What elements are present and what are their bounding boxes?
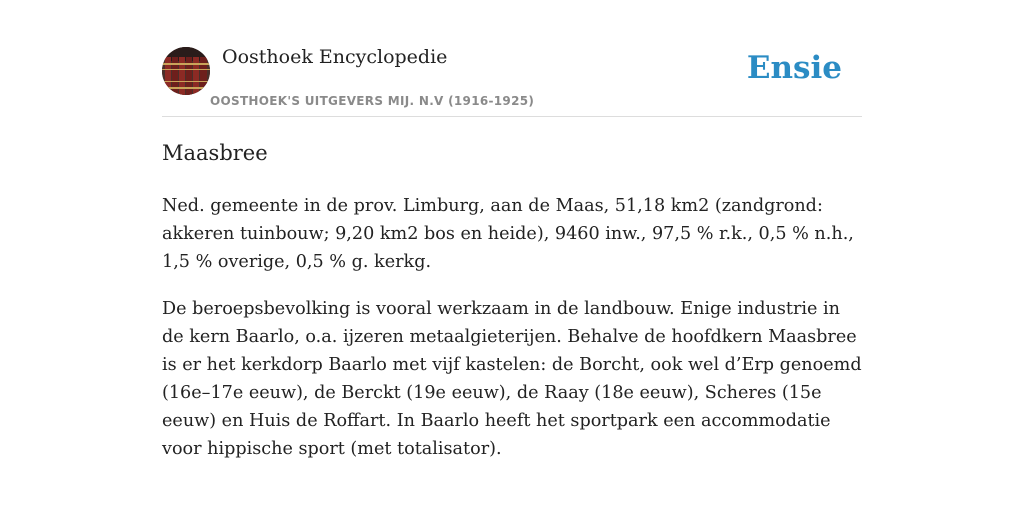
header [162,0,862,117]
brand-logo-link[interactable]: Ensie [746,50,842,86]
encyclopedia-name[interactable]: Oosthoek Encyclopedie [222,46,448,68]
publisher-label: OOSTHOEK'S UITGEVERS MIJ. N.V (1916-1925) [210,94,535,108]
book-spines-icon[interactable] [162,47,210,95]
article-paragraph-2: De beroepsbevolking is vooral werkzaam in de landbouw. Enige industrie in de kern Baarlo, o.a. ijzeren metaalgieterijen. Behalve de hoofdkern Maasbree is er het kerkdorp Baarlo met vijf kastelen: de Borcht, ook wel d’Erp genoemd (16e–17e eeuw), de Berckt (19e eeuw), de Raay (18e eeuw), Scheres (15e eeuw) en Huis de Roffart. In Baarlo heeft het sportpark een accommodatie voor hippische sport (met totalisator). [162,299,862,459]
page-container [162,0,862,459]
article-paragraph-1: Ned. gemeente in de prov. Limburg, aan de Maas, 51,18 km2 (zandgrond: akkeren tuinbouw; 9,20 km2 bos en heide), 9460 inw., 97,5 % r.k., 0,5 % n.h., 1,5 % overige, 0,5 % g. kerkg. [162,196,854,272]
article-title: Maasbree [162,141,268,165]
